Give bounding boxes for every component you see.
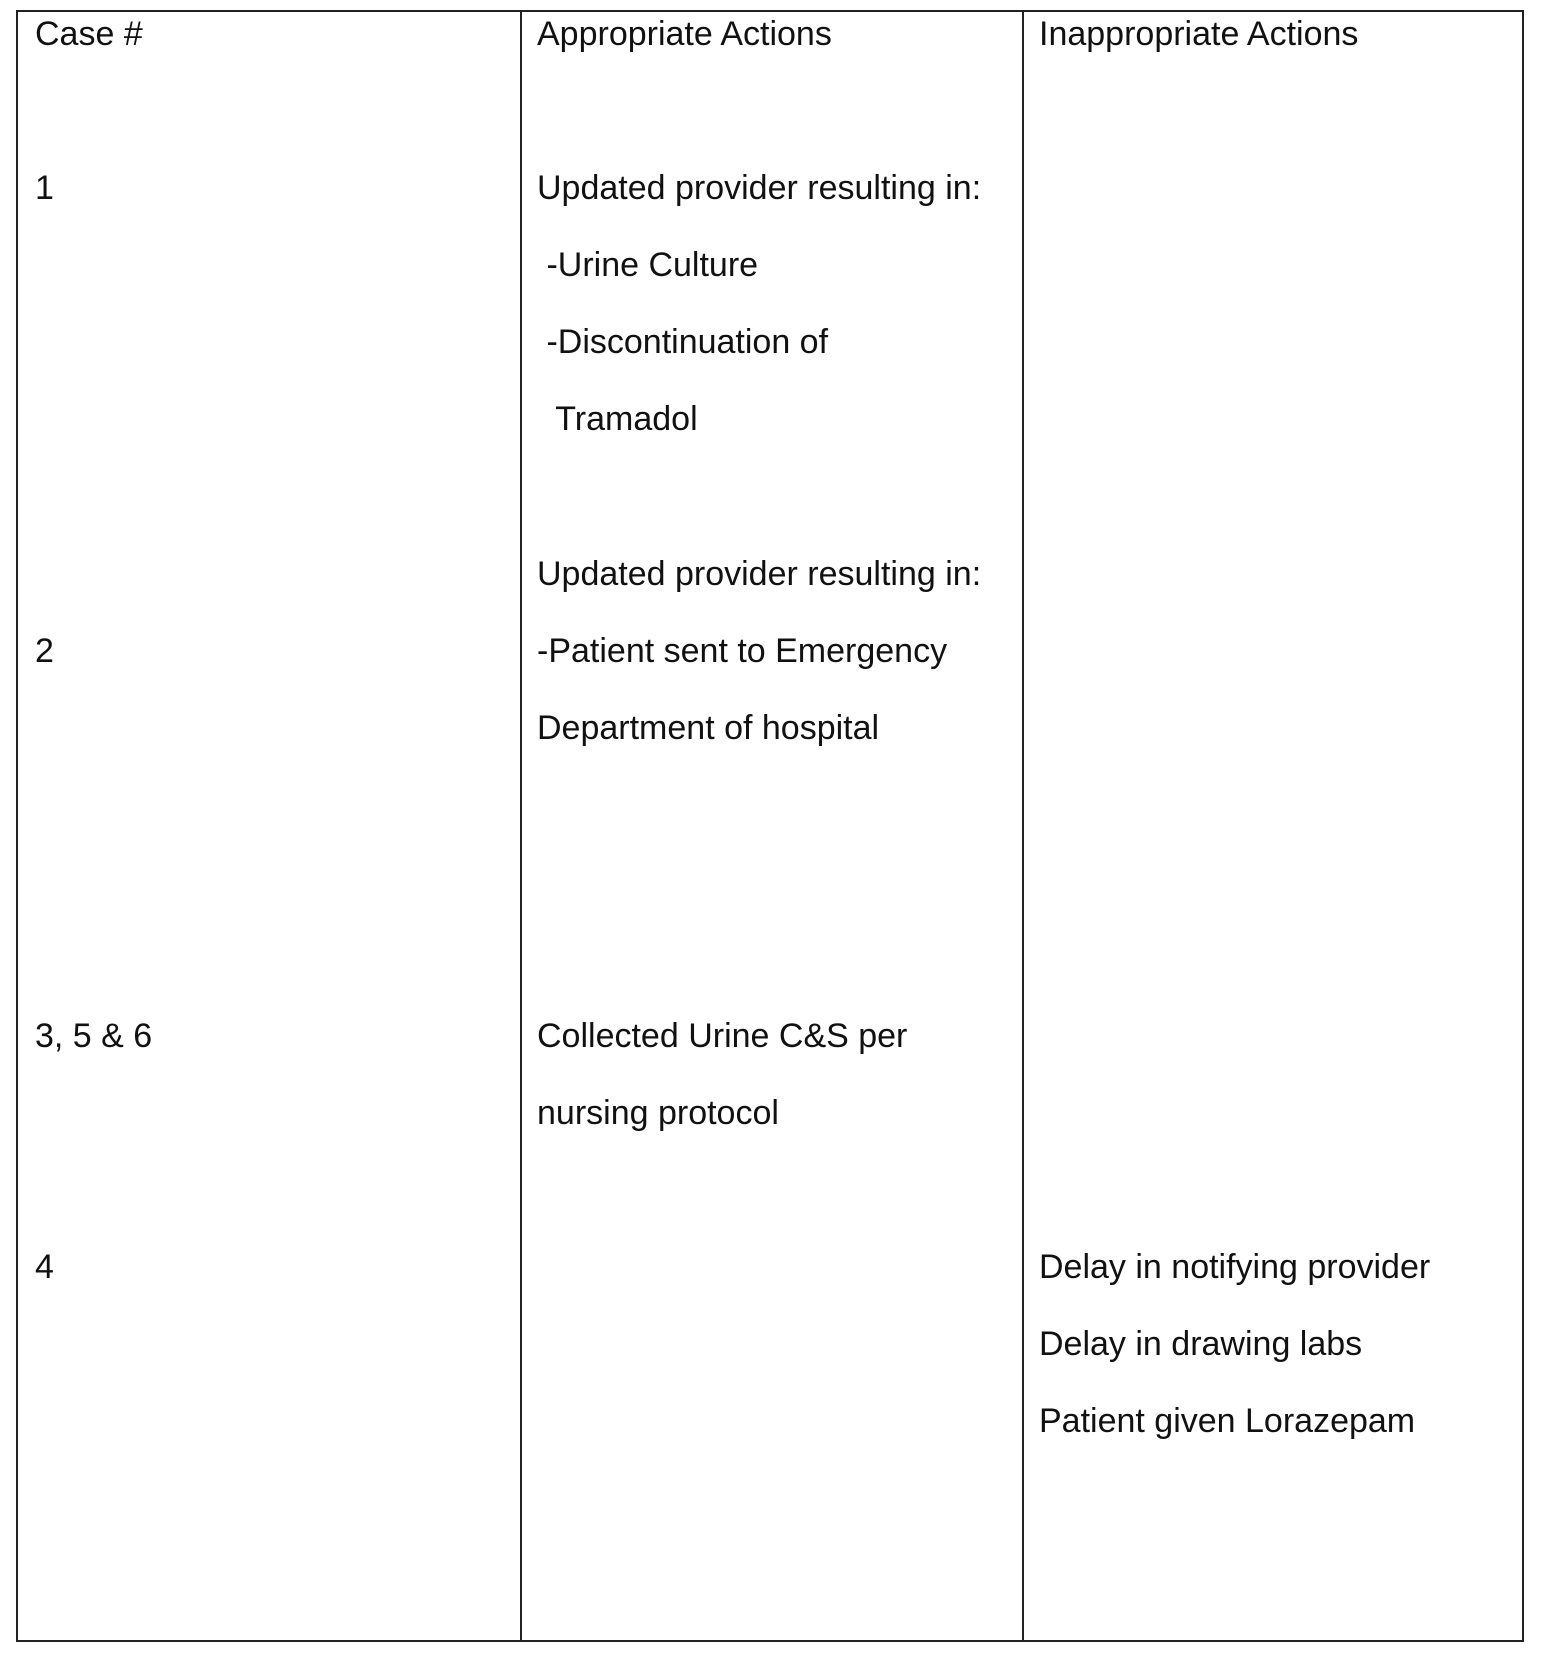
case-3-5-6-appropriate-line-1: Collected Urine C&S per — [537, 1017, 908, 1055]
case-3-5-6-appropriate-line-2: nursing protocol — [537, 1094, 779, 1132]
case-2-appropriate-line-2: -Patient sent to Emergency — [537, 632, 948, 670]
case-2-appropriate-line-3: Department of hospital — [537, 709, 880, 747]
case-1-appropriate-line-2: -Urine Culture — [537, 246, 759, 284]
header-case: Case # — [35, 15, 143, 53]
actions-table — [16, 10, 1524, 1642]
case-4-inappropriate-line-1: Delay in notifying provider — [1039, 1248, 1431, 1286]
case-1-appropriate-line-4: Tramadol — [537, 400, 698, 438]
case-4-number: 4 — [35, 1248, 54, 1286]
case-4-inappropriate-line-2: Delay in drawing labs — [1039, 1325, 1363, 1363]
column-divider-2 — [1022, 12, 1024, 1640]
case-1-appropriate-line-1: Updated provider resulting in: — [537, 169, 982, 207]
case-3-5-6-number: 3, 5 & 6 — [35, 1017, 153, 1055]
case-2-appropriate-line-1: Updated provider resulting in: — [537, 555, 982, 593]
case-1-appropriate-line-3: -Discontinuation of — [537, 323, 829, 361]
column-divider-1 — [520, 12, 522, 1640]
header-inappropriate-actions: Inappropriate Actions — [1039, 15, 1359, 53]
case-4-inappropriate-line-3: Patient given Lorazepam — [1039, 1402, 1416, 1440]
case-2-number: 2 — [35, 632, 54, 670]
header-appropriate-actions: Appropriate Actions — [537, 15, 832, 53]
case-1-number: 1 — [35, 169, 54, 207]
